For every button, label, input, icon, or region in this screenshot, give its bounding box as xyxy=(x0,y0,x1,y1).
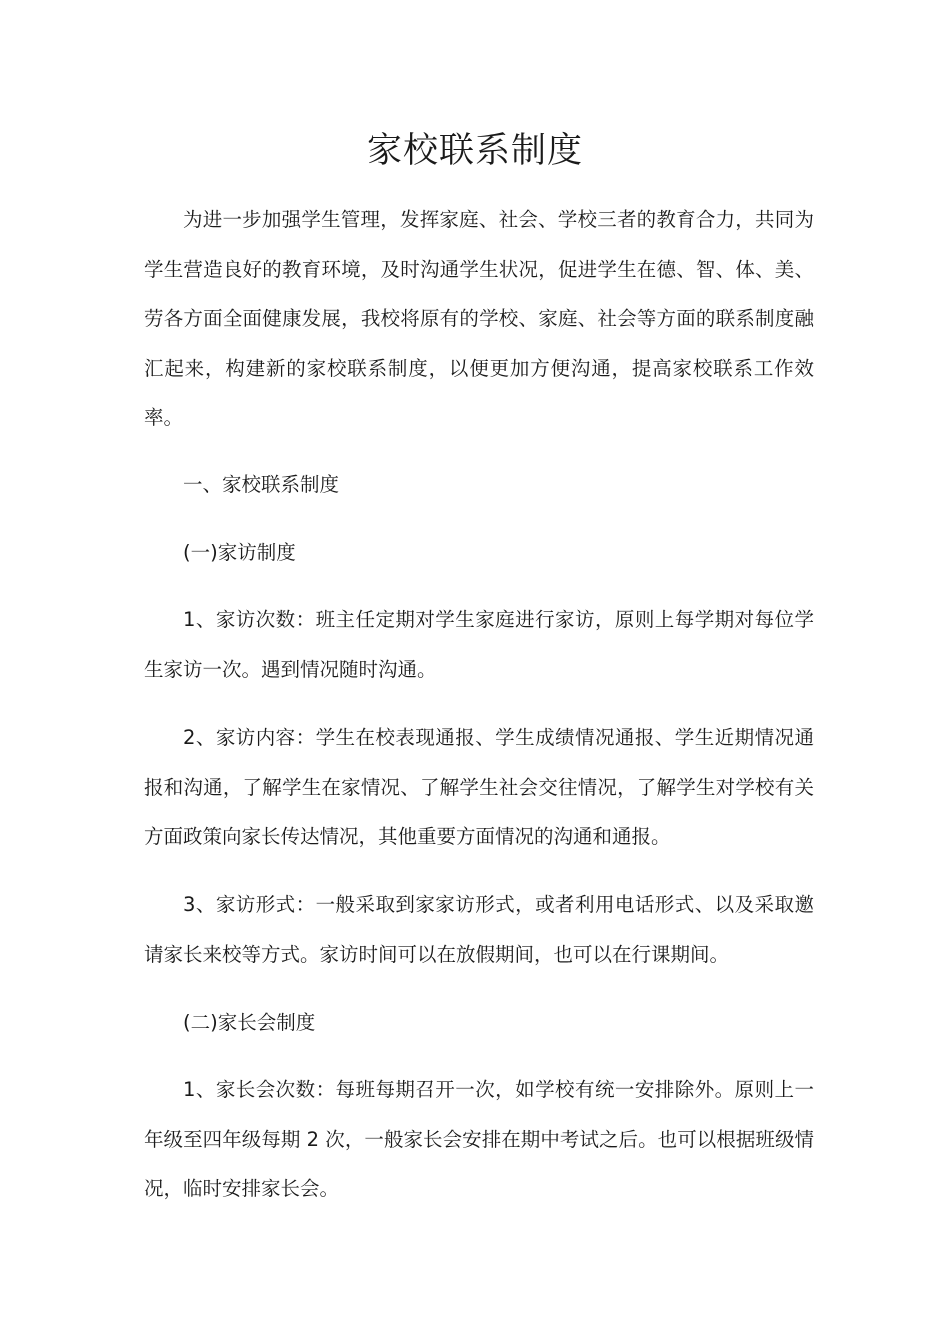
document-title: 家校联系制度 xyxy=(366,131,583,171)
home-visit-item-3: 3、家访形式：一般采取到家家访形式，或者利用电话形式、以及采取邀请家长来校等方式。家访时间可以在放假期间，也可以在行课期间。 xyxy=(144,893,814,966)
subsection-heading-home-visit: (一)家访制度 xyxy=(183,541,296,564)
home-visit-item-2: 2、家访内容：学生在校表现通报、学生成绩情况通报、学生近期情况通报和沟通，了解学生在家情况、了解学生社会交往情况，了解学生对学校有关方面政策向家长传达情况，其他重要方面情况的沟通和通报。 xyxy=(144,726,814,848)
intro-paragraph: 为进一步加强学生管理，发挥家庭、社会、学校三者的教育合力，共同为学生营造良好的教育环境，及时沟通学生状况，促进学生在德、智、体、美、劳各方面全面健康发展，我校将原有的学校、家庭、社会等方面的联系制度融汇起来，构建新的家校联系制度，以便更加方便沟通，提高家校联系工作效率。 xyxy=(144,208,814,429)
section-heading-1: 一、家校联系制度 xyxy=(183,473,340,496)
parent-meeting-item-1: 1、家长会次数：每班每期召开一次，如学校有统一安排除外。原则上一年级至四年级每期 2 次，一般家长会安排在期中考试之后。也可以根据班级情况，临时安排家长会。 xyxy=(144,1078,814,1200)
home-visit-item-1: 1、家访次数：班主任定期对学生家庭进行家访，原则上每学期对每位学生家访一次。遇到情况随时沟通。 xyxy=(144,608,814,681)
subsection-heading-parent-meeting: (二)家长会制度 xyxy=(183,1011,316,1034)
